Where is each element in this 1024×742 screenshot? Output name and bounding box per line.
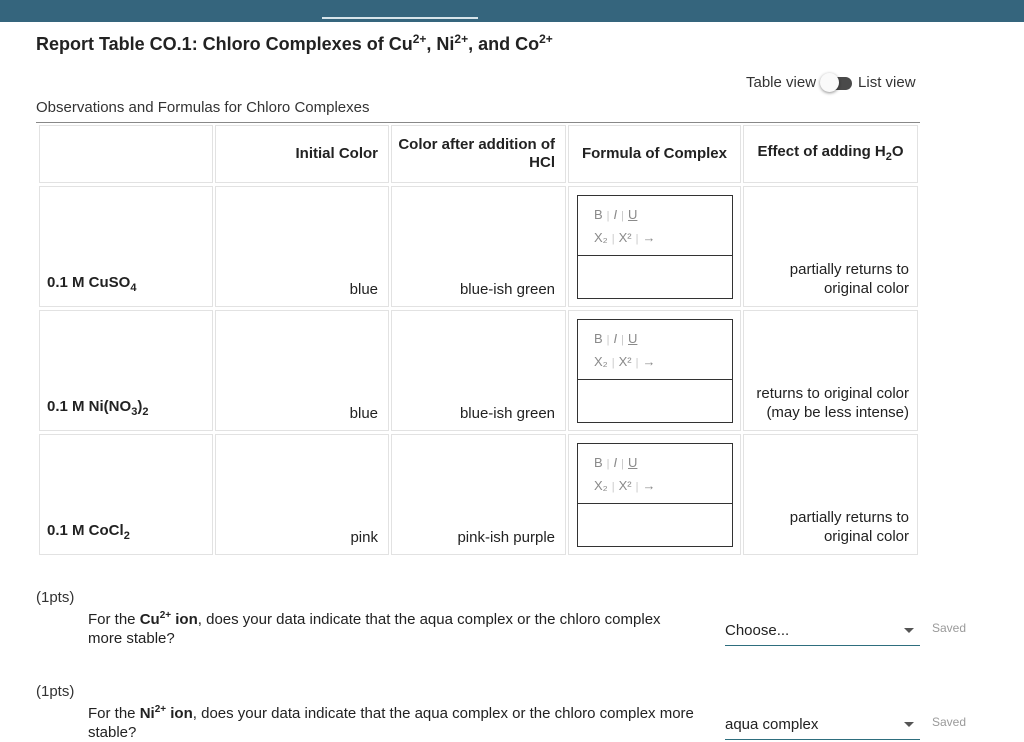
editor-toolbar: B | I | U X₂ | X² | →	[578, 320, 732, 380]
formula-editor-cuso4[interactable]	[577, 195, 733, 299]
page-title: Report Table CO.1: Chloro Complexes of $Cu^{2+}$, $Ni^{2+}$, and $Co^{2+}$	[36, 32, 553, 54]
formula-input-cuso4[interactable]	[578, 256, 732, 298]
chevron-down-icon	[904, 722, 914, 727]
effect-cocl2: partially returns to original color	[743, 434, 918, 555]
header-empty	[39, 125, 213, 183]
italic-button[interactable]: I	[613, 207, 618, 222]
formula-input-nino3[interactable]	[578, 380, 732, 422]
header-color-after-hcl: Color after addition of HCl	[391, 125, 566, 183]
chevron-down-icon	[904, 628, 914, 633]
header-initial-color: Initial Color	[215, 125, 389, 183]
formula-editor-cocl2[interactable]	[577, 443, 733, 547]
bold-button[interactable]: B	[594, 207, 603, 222]
answer-select[interactable]: Choose...	[725, 622, 920, 646]
save-status: Saved	[932, 715, 967, 729]
answer-select[interactable]: aqua complex	[725, 716, 920, 740]
arrow-button[interactable]: →	[642, 354, 656, 369]
editor-toolbar: B | I | U X₂ | X² | →	[578, 444, 732, 504]
italic-button[interactable]: I	[613, 455, 618, 470]
subscript-button[interactable]: X₂	[594, 354, 608, 369]
initial-color-cocl2: pink	[215, 434, 389, 555]
top-bar	[0, 0, 1024, 22]
superscript-button[interactable]: X²	[618, 230, 632, 245]
question-points: (1pts)	[36, 589, 75, 606]
italic-button[interactable]: I	[613, 331, 618, 346]
view-toggle[interactable]	[746, 74, 916, 91]
subscript-button[interactable]: X₂	[594, 230, 608, 245]
after-hcl-cocl2: pink-ish purple	[391, 434, 566, 555]
subscript-button[interactable]: X₂	[594, 478, 608, 493]
row-label-cuso4: 0.1 M CuSO$_4$	[39, 186, 213, 307]
question-points: (1pts)	[36, 683, 75, 700]
bold-button[interactable]: B	[594, 331, 603, 346]
after-hcl-cuso4: blue-ish green	[391, 186, 566, 307]
row-label-nino3: 0.1 M $Ni(NO_3)_2$	[39, 310, 213, 431]
formula-editor-nino3[interactable]	[577, 319, 733, 423]
row-label-cocl2: 0.1 M CoCl$_2$	[39, 434, 213, 555]
table-caption: Observations and Formulas for Chloro Complexes	[36, 99, 370, 116]
active-tab-indicator	[322, 17, 478, 19]
table-view-label: Table view	[746, 74, 817, 91]
underline-button[interactable]: U	[628, 331, 638, 346]
underline-button[interactable]: U	[628, 207, 638, 222]
header-effect-h2o: Effect of adding $H_2O$	[743, 125, 918, 183]
arrow-button[interactable]: →	[642, 230, 656, 245]
initial-color-cuso4: blue	[215, 186, 389, 307]
question-text: For the $Cu^{2+}$ ion, does your data indicate that the aqua complex or the chloro complex more stable?	[88, 610, 661, 647]
caption-divider	[36, 122, 920, 123]
arrow-button[interactable]: →	[642, 478, 656, 493]
editor-toolbar: B | I | U X₂ | X² | →	[578, 196, 732, 256]
question-text: For the $Ni^{2+}$ ion, does your data indicate that the aqua complex or the chloro complex more stable?	[88, 704, 694, 741]
formula-input-cocl2[interactable]	[578, 504, 732, 546]
effect-nino3: returns to original color (may be less intense)	[743, 310, 918, 431]
initial-color-nino3: blue	[215, 310, 389, 431]
effect-cuso4: partially returns to original color	[743, 186, 918, 307]
list-view-label: List view	[858, 74, 916, 91]
after-hcl-nino3: blue-ish green	[391, 310, 566, 431]
view-switch[interactable]	[820, 76, 854, 90]
header-formula: Formula of Complex	[568, 125, 741, 183]
superscript-button[interactable]: X²	[618, 354, 632, 369]
bold-button[interactable]: B	[594, 455, 603, 470]
underline-button[interactable]: U	[628, 455, 638, 470]
superscript-button[interactable]: X²	[618, 478, 632, 493]
save-status: Saved	[932, 621, 967, 635]
